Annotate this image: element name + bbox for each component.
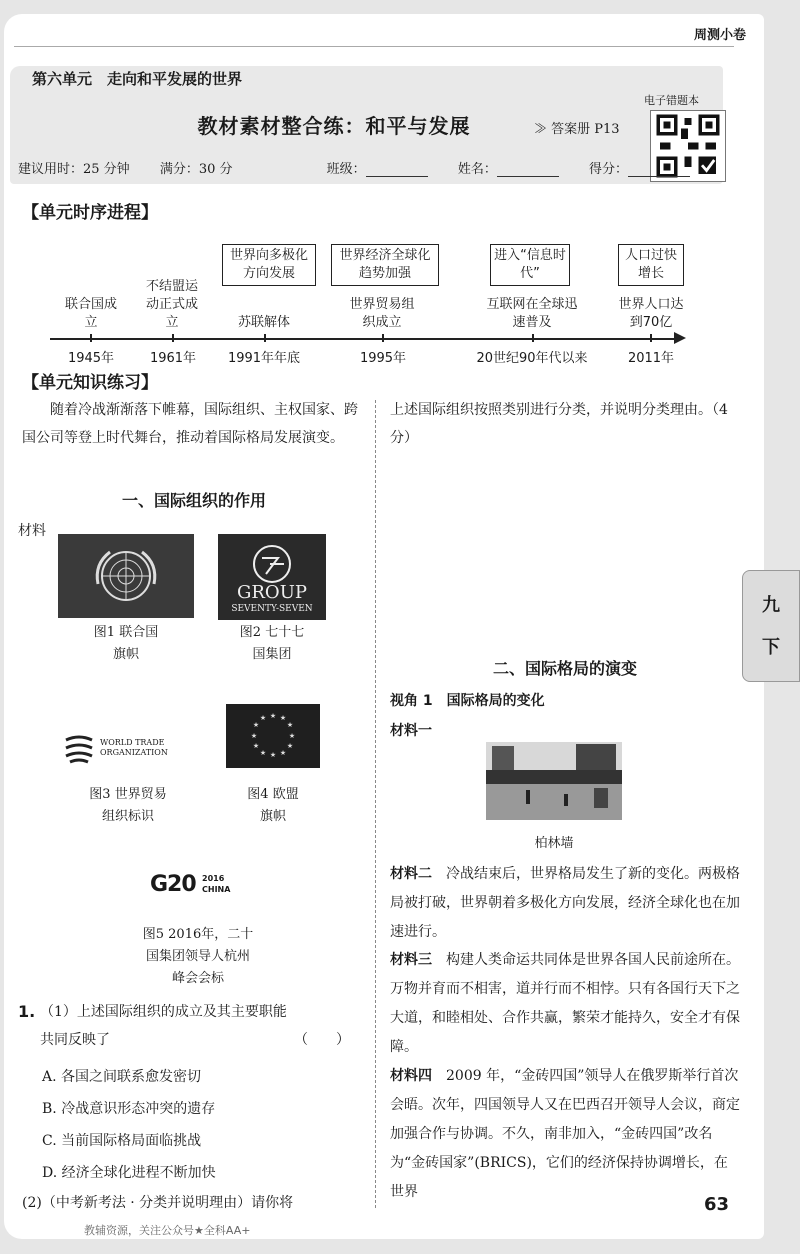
photo-caption: 柏林墙 bbox=[534, 836, 574, 851]
g20-country: CHINA bbox=[202, 885, 231, 894]
score-field[interactable] bbox=[628, 164, 690, 177]
worksheet-page bbox=[4, 14, 764, 1239]
name-field[interactable] bbox=[497, 164, 559, 177]
page-title: 教材素材整合练：和平与发展 bbox=[197, 114, 471, 138]
svg-text:★: ★ bbox=[252, 721, 260, 729]
figure4-caption bbox=[218, 784, 328, 828]
g20-text: G20 bbox=[150, 872, 196, 897]
figure5-caption-line2: 国集团领导人杭州 bbox=[145, 949, 250, 964]
answer-paren[interactable]: （ ） bbox=[294, 1032, 350, 1048]
top-rule bbox=[14, 46, 734, 47]
material1-label: 材料一 bbox=[390, 723, 432, 739]
eu-flag-image bbox=[226, 704, 320, 768]
timeline-tick bbox=[532, 334, 534, 342]
material3 bbox=[390, 946, 740, 1062]
g77-logo-image bbox=[218, 534, 326, 620]
answer-reference: ≫ 答案册 P13 bbox=[534, 122, 620, 137]
material3-text: 构建人类命运共同体是世界各国人民前途所在。万物并育而不相害，道并行而不相悖。只有各国行天下之大道，和睦相处、合作共赢，繁荣才能持久，安全才有保障。 bbox=[390, 952, 740, 1055]
question2-continuation: 上述国际组织按照类别进行分类，并说明分类理由。（4分） bbox=[390, 402, 728, 446]
svg-text:★: ★ bbox=[279, 714, 287, 722]
material4-label: 材料四 bbox=[390, 1068, 432, 1084]
wto-emblem-icon bbox=[62, 732, 96, 766]
svg-text:★: ★ bbox=[288, 732, 296, 740]
material4-text: 2009 年，“金砖四国”领导人在俄罗斯举行首次会晤。次年，四国领导人又在巴西召开领导人会议，商定加强合作与协调。不久，南非加入，“金砖四国”改名为“金砖国家”(BRICS)，它们的经济保持协调增长，在世界 bbox=[390, 1068, 740, 1200]
column-divider bbox=[375, 400, 376, 1208]
section1-heading: 一、国际组织的作用 bbox=[121, 491, 266, 510]
wto-text bbox=[100, 738, 168, 758]
figure5-caption bbox=[124, 924, 272, 990]
svg-text:★: ★ bbox=[279, 749, 287, 757]
timeline-heading: 【单元时序进程】 bbox=[22, 203, 158, 223]
grade-side-tab[interactable] bbox=[742, 570, 800, 682]
svg-text:★: ★ bbox=[252, 742, 260, 750]
material2 bbox=[390, 860, 740, 947]
qr-label: 电子错题本 bbox=[644, 94, 699, 107]
figure4-caption-line2: 旗帜 bbox=[259, 809, 286, 824]
section2-heading: 二、国际格局的演变 bbox=[492, 659, 637, 678]
timeline-event-un: 联合国成立 bbox=[64, 297, 117, 330]
timeline-box-multipolar: 世界向多极化方向发展 bbox=[222, 244, 316, 286]
material2-label: 材料二 bbox=[390, 866, 432, 882]
suggested-time: 建议用时：25 分钟 bbox=[18, 162, 130, 177]
timeline-tick bbox=[650, 334, 652, 342]
question1-stem: （1）上述国际组织的成立及其主要职能共同反映了 bbox=[40, 1004, 287, 1048]
class-label: 班级： bbox=[326, 162, 366, 177]
figure3-caption-line1: 图3 世界贸易 bbox=[89, 787, 167, 802]
figure3-caption-line2: 组织标识 bbox=[101, 809, 154, 824]
option-a[interactable]: A. 各国之间联系愈发密切 bbox=[42, 1069, 202, 1085]
svg-text:★: ★ bbox=[259, 749, 267, 757]
timeline-tick bbox=[382, 334, 384, 342]
material3-label: 材料三 bbox=[390, 952, 432, 968]
g20-logo-image bbox=[150, 872, 244, 900]
svg-text:★: ★ bbox=[269, 751, 277, 759]
timeline-year: 2011年 bbox=[627, 351, 675, 366]
question1-number: 1. bbox=[18, 1002, 36, 1021]
figure4-caption-line1: 图4 欧盟 bbox=[247, 787, 299, 802]
figure5-caption-line3: 峰会会标 bbox=[171, 971, 224, 986]
timeline-year: 1991年年底 bbox=[227, 351, 301, 366]
material2-text: 冷战结束后，世界格局发生了新的变化。两极格局被打破，世界朝着多极化方向发展，经济全球化也在加速进行。 bbox=[390, 866, 740, 940]
full-score: 满分：30 分 bbox=[159, 162, 233, 177]
timeline-event-wto: 世界贸易组织成立 bbox=[349, 297, 415, 330]
wto-text-line2: ORGANIZATION bbox=[100, 748, 168, 757]
figure3-caption bbox=[60, 784, 196, 828]
timeline-box-population: 人口过快增长 bbox=[618, 244, 684, 286]
timeline-event-internet: 互联网在全球迅速普及 bbox=[486, 297, 578, 330]
class-field[interactable] bbox=[366, 164, 428, 177]
side-tab-line2: 下 bbox=[762, 637, 780, 658]
timeline-arrow-icon bbox=[674, 332, 686, 344]
figure1-caption bbox=[56, 622, 196, 666]
timeline-year: 1961年 bbox=[149, 351, 197, 366]
angle-heading: 视角 1 国际格局的变化 bbox=[390, 693, 545, 709]
svg-text:★: ★ bbox=[250, 732, 258, 740]
practice-heading: 【单元知识练习】 bbox=[22, 373, 158, 393]
timeline-event-nam: 不结盟运动正式成立 bbox=[145, 279, 198, 330]
timeline-tick bbox=[264, 334, 266, 342]
berlin-wall-scene bbox=[486, 742, 622, 820]
un-emblem-icon bbox=[58, 534, 194, 618]
timeline-tick bbox=[172, 334, 174, 342]
footer-note: 教辅资源，关注公众号★全科AA+ bbox=[84, 1224, 251, 1237]
timeline-event-population: 世界人口达到70亿 bbox=[618, 297, 684, 330]
svg-text:★: ★ bbox=[286, 742, 294, 750]
figure1-caption-line2: 旗帜 bbox=[112, 647, 139, 662]
figure1-caption-line1: 图1 联合国 bbox=[93, 625, 159, 640]
un-flag-image bbox=[58, 534, 194, 618]
timeline-axis bbox=[50, 338, 682, 340]
wto-text-line1: WORLD TRADE bbox=[100, 738, 165, 747]
timeline-event-ussr: 苏联解体 bbox=[237, 315, 290, 330]
score-label: 得分： bbox=[588, 162, 628, 177]
figure2-caption bbox=[210, 622, 334, 666]
g77-subtext: SEVENTY-SEVEN bbox=[231, 604, 313, 614]
side-tab-line1: 九 bbox=[762, 595, 780, 616]
answer-area[interactable] bbox=[390, 460, 740, 630]
timeline-year: 20世纪90年代以来 bbox=[476, 351, 588, 366]
page-number: 63 bbox=[704, 1194, 730, 1215]
svg-text:★: ★ bbox=[269, 712, 277, 720]
berlin-wall-photo bbox=[486, 742, 622, 820]
question2-stem: (2)（中考新考法 · 分类并说明理由）请你将 bbox=[22, 1195, 294, 1211]
option-c[interactable]: C. 当前国际格局面临挑战 bbox=[42, 1133, 202, 1149]
g77-text: GROUP bbox=[237, 582, 307, 603]
svg-text:★: ★ bbox=[259, 714, 267, 722]
unit-label: 第六单元 走向和平发展的世界 bbox=[32, 70, 243, 88]
option-b[interactable]: B. 冷战意识形态冲突的遗存 bbox=[42, 1101, 216, 1117]
timeline-year: 1995年 bbox=[359, 351, 407, 366]
figure2-caption-line2: 国集团 bbox=[252, 647, 292, 662]
intro-paragraph: 随着冷战渐渐落下帷幕，国际组织、主权国家、跨国公司等登上时代舞台，推动着国际格局发展演变。 bbox=[22, 402, 358, 446]
series-label: 周测小卷 bbox=[693, 28, 746, 43]
figure5-caption-line1: 图5 2016年，二十 bbox=[142, 927, 254, 942]
timeline-tick bbox=[90, 334, 92, 342]
timeline-box-information-age: 进入“信息时代” bbox=[490, 244, 570, 286]
name-label: 姓名： bbox=[457, 162, 497, 177]
timeline-box-globalization: 世界经济全球化趋势加强 bbox=[331, 244, 439, 286]
timeline-year: 1945年 bbox=[67, 351, 115, 366]
option-d[interactable]: D. 经济全球化进程不断加快 bbox=[42, 1165, 216, 1181]
info-line bbox=[18, 158, 690, 177]
figure2-caption-line1: 图2 七十七 bbox=[239, 625, 305, 640]
material4 bbox=[390, 1062, 740, 1207]
material-label: 材料 bbox=[18, 523, 46, 539]
eu-stars-icon bbox=[226, 704, 320, 768]
svg-text:★: ★ bbox=[286, 721, 294, 729]
g20-year: 2016 bbox=[202, 874, 225, 883]
timeline bbox=[4, 234, 724, 364]
wto-logo-image bbox=[62, 732, 192, 768]
